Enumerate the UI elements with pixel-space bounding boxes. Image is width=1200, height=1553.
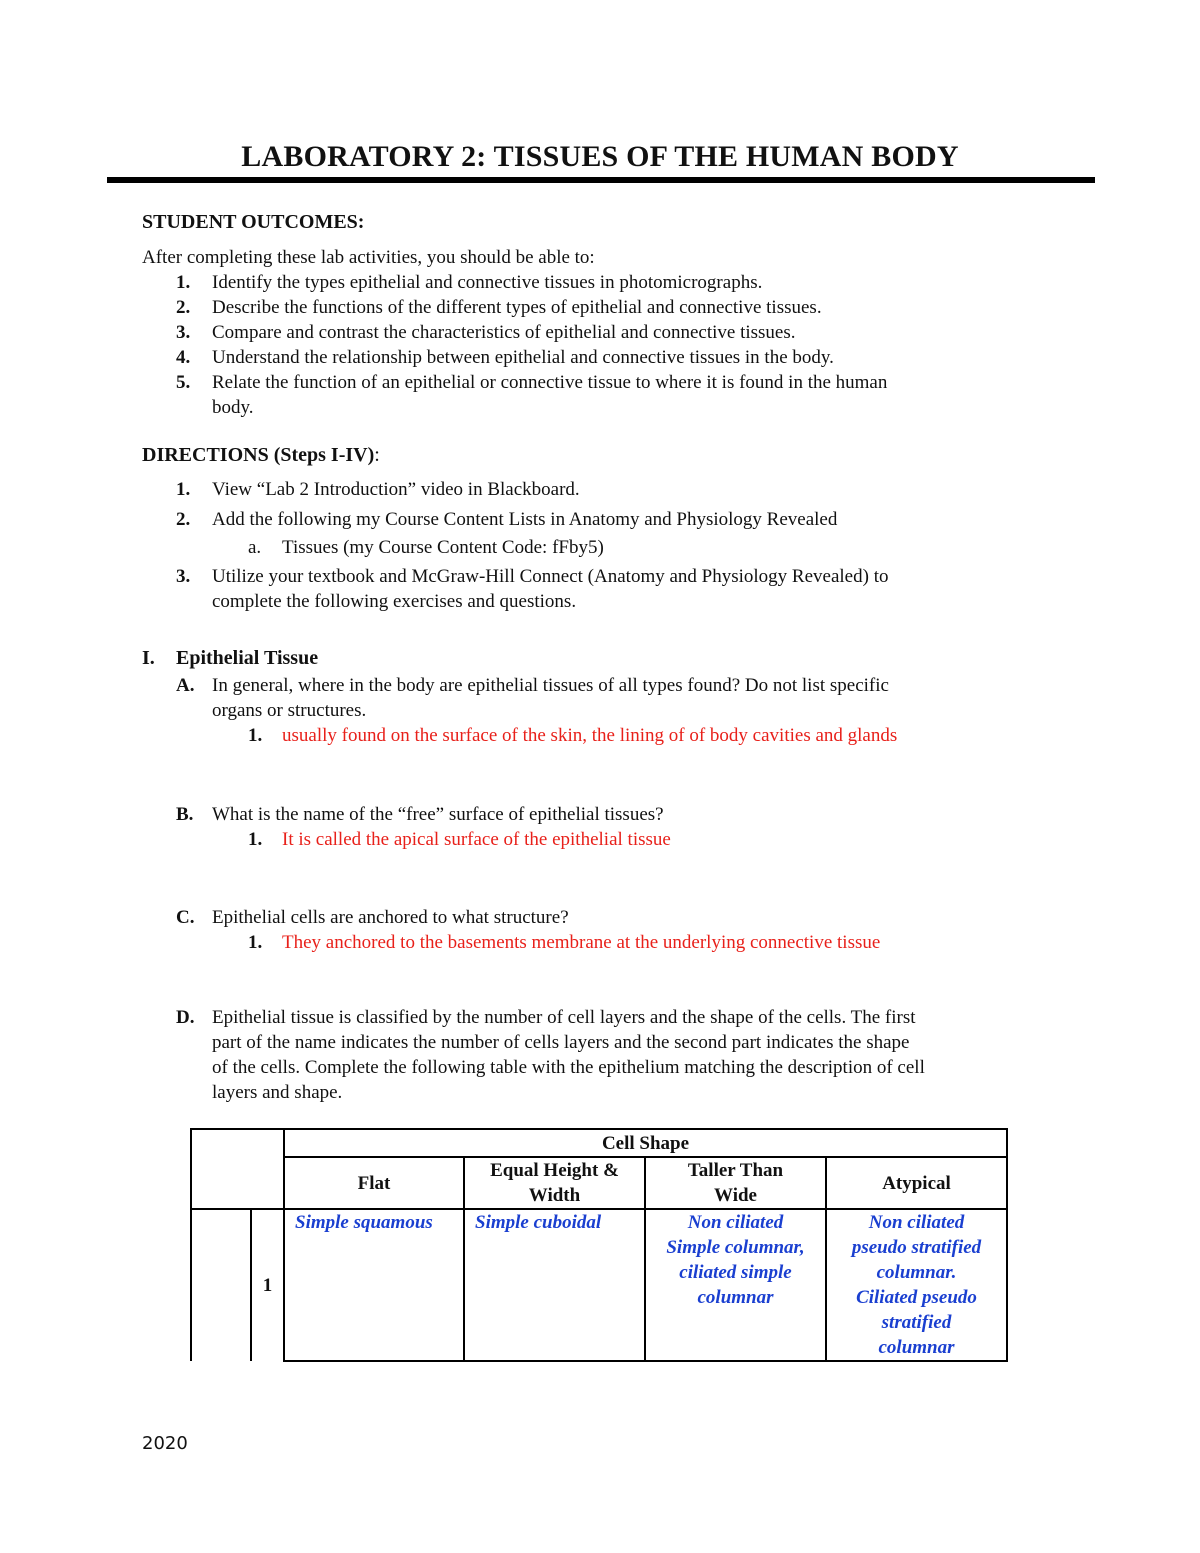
epithelium-table bbox=[190, 1128, 1008, 1362]
item-text: body. bbox=[212, 397, 254, 418]
cell-flat bbox=[284, 1209, 464, 1361]
section-number: I. bbox=[142, 647, 155, 669]
item-number: 1. bbox=[176, 479, 191, 500]
question-text: In general, where in the body are epithelial tissues of all types found? Do not list specific bbox=[212, 675, 889, 696]
item-number: 1. bbox=[176, 272, 191, 293]
cell-text: Non ciliated bbox=[687, 1212, 784, 1233]
item-number: 3. bbox=[176, 566, 191, 587]
cell-text: columnar. bbox=[876, 1262, 957, 1283]
cell-atypical bbox=[826, 1209, 1007, 1361]
list-item bbox=[0, 295, 1200, 320]
question-text: Epithelial tissue is classified by the number of cell layers and the shape of the cells. The first bbox=[212, 1007, 916, 1028]
column-header-flat bbox=[284, 1157, 464, 1209]
item-letter: a. bbox=[248, 537, 262, 558]
question-letter: D. bbox=[176, 1007, 195, 1028]
question-text: What is the name of the “free” surface of epithelial tissues? bbox=[212, 804, 664, 825]
outcomes-heading: STUDENT OUTCOMES: bbox=[142, 211, 365, 233]
column-header-text: Taller Than bbox=[687, 1160, 784, 1181]
column-header-text: Wide bbox=[714, 1185, 757, 1206]
answer-text: They anchored to the basements membrane at the underlying connective tissue bbox=[282, 932, 881, 953]
cell-text: Simple cuboidal bbox=[475, 1212, 602, 1233]
section-title: Epithelial Tissue bbox=[176, 647, 319, 669]
column-header-taller bbox=[645, 1157, 826, 1209]
answer-text: It is called the apical surface of the epithelial tissue bbox=[282, 829, 671, 850]
item-text: Relate the function of an epithelial or connective tissue to where it is found in the human bbox=[212, 372, 888, 393]
question-a bbox=[0, 673, 1200, 753]
list-item bbox=[0, 345, 1200, 370]
cell-text: Simple columnar, bbox=[666, 1237, 805, 1258]
list-subitem bbox=[0, 535, 1200, 560]
question-line bbox=[0, 1005, 1200, 1030]
list-item bbox=[0, 370, 1200, 395]
title-rule bbox=[107, 177, 1095, 183]
outcomes-intro: After completing these lab activities, you should be able to: bbox=[142, 247, 595, 268]
outcomes-list bbox=[0, 270, 1200, 420]
item-number: 2. bbox=[176, 297, 191, 318]
item-text: Describe the functions of the different types of epithelial and connective tissues. bbox=[212, 297, 822, 318]
column-header-equal bbox=[464, 1157, 645, 1209]
item-text: Utilize your textbook and McGraw-Hill Connect (Anatomy and Physiology Revealed) to bbox=[212, 566, 889, 587]
question-line bbox=[0, 1055, 1200, 1080]
list-item bbox=[0, 507, 1200, 532]
cell-taller bbox=[645, 1209, 826, 1361]
answer-line bbox=[0, 930, 1200, 955]
cell-text: Ciliated pseudo bbox=[856, 1287, 977, 1308]
list-item bbox=[0, 477, 1200, 502]
row-label: 1 bbox=[251, 1209, 284, 1361]
cell-text: columnar bbox=[697, 1287, 774, 1308]
question-d bbox=[0, 1005, 1200, 1110]
list-item bbox=[0, 564, 1200, 589]
question-line bbox=[0, 802, 1200, 827]
question-letter: B. bbox=[176, 804, 194, 825]
directions-heading bbox=[142, 444, 380, 467]
item-text: Compare and contrast the characteristics of epithelial and connective tissues. bbox=[212, 322, 796, 343]
question-text: of the cells. Complete the following table with the epithelium matching the description of cell bbox=[212, 1057, 925, 1078]
item-text: Identify the types epithelial and connective tissues in photomicrographs. bbox=[212, 272, 763, 293]
column-header-text: Atypical bbox=[882, 1172, 951, 1194]
cell-equal bbox=[464, 1209, 645, 1361]
answer-text: usually found on the surface of the skin, the lining of of body cavities and glands bbox=[282, 725, 898, 746]
item-text: Tissues (my Course Content Code: fFby5) bbox=[282, 537, 604, 558]
directions-heading-colon: : bbox=[374, 444, 380, 466]
page-title: LABORATORY 2: TISSUES OF THE HUMAN BODY bbox=[241, 140, 959, 173]
question-letter: A. bbox=[176, 675, 195, 696]
cell-text: pseudo stratified bbox=[851, 1237, 982, 1258]
answer-line bbox=[0, 723, 1200, 748]
item-text: Add the following my Course Content Lists in Anatomy and Physiology Revealed bbox=[212, 509, 838, 530]
cell-text: ciliated simple bbox=[679, 1262, 792, 1283]
list-item-continuation bbox=[0, 395, 1200, 420]
question-line bbox=[0, 673, 1200, 698]
question-c bbox=[0, 905, 1200, 960]
cell-text: columnar bbox=[878, 1337, 955, 1358]
list-item bbox=[0, 270, 1200, 295]
answer-number: 1. bbox=[248, 829, 263, 850]
answer-line bbox=[0, 827, 1200, 852]
cell-text: Non ciliated bbox=[868, 1212, 965, 1233]
table-header-cell-shape: Cell Shape bbox=[284, 1129, 1007, 1157]
question-text: organs or structures. bbox=[212, 700, 367, 721]
item-text: complete the following exercises and questions. bbox=[212, 591, 577, 612]
question-text: part of the name indicates the number of cells layers and the second part indicates the shape bbox=[212, 1032, 910, 1053]
item-text: View “Lab 2 Introduction” video in Blackboard. bbox=[212, 479, 580, 500]
column-header-text: Width bbox=[528, 1185, 581, 1206]
question-line bbox=[0, 1080, 1200, 1105]
answer-number: 1. bbox=[248, 725, 263, 746]
cell-text: Simple squamous bbox=[295, 1212, 433, 1233]
column-header-atypical bbox=[826, 1157, 1007, 1209]
list-item bbox=[0, 320, 1200, 345]
row-group-label bbox=[191, 1209, 251, 1361]
table-corner bbox=[191, 1129, 284, 1209]
list-item-continuation bbox=[0, 589, 1200, 614]
section-heading bbox=[142, 646, 1042, 672]
question-line bbox=[0, 698, 1200, 723]
item-number: 2. bbox=[176, 509, 191, 530]
answer-number: 1. bbox=[248, 932, 263, 953]
question-text: layers and shape. bbox=[212, 1082, 343, 1103]
column-header-text: Flat bbox=[357, 1172, 391, 1194]
directions-heading-text: DIRECTIONS (Steps I-IV) bbox=[142, 444, 375, 466]
question-b bbox=[0, 802, 1200, 857]
question-line bbox=[0, 905, 1200, 930]
question-line bbox=[0, 1030, 1200, 1055]
directions-list bbox=[0, 477, 1200, 617]
column-header-text: Equal Height & bbox=[490, 1160, 619, 1181]
item-number: 5. bbox=[176, 372, 191, 393]
question-text: Epithelial cells are anchored to what structure? bbox=[212, 907, 569, 928]
question-letter: C. bbox=[176, 907, 195, 928]
cell-text: stratified bbox=[881, 1312, 952, 1333]
item-text: Understand the relationship between epithelial and connective tissues in the body. bbox=[212, 347, 834, 368]
item-number: 4. bbox=[176, 347, 191, 368]
item-number: 3. bbox=[176, 322, 191, 343]
footer-year: 2020 bbox=[142, 1433, 188, 1454]
